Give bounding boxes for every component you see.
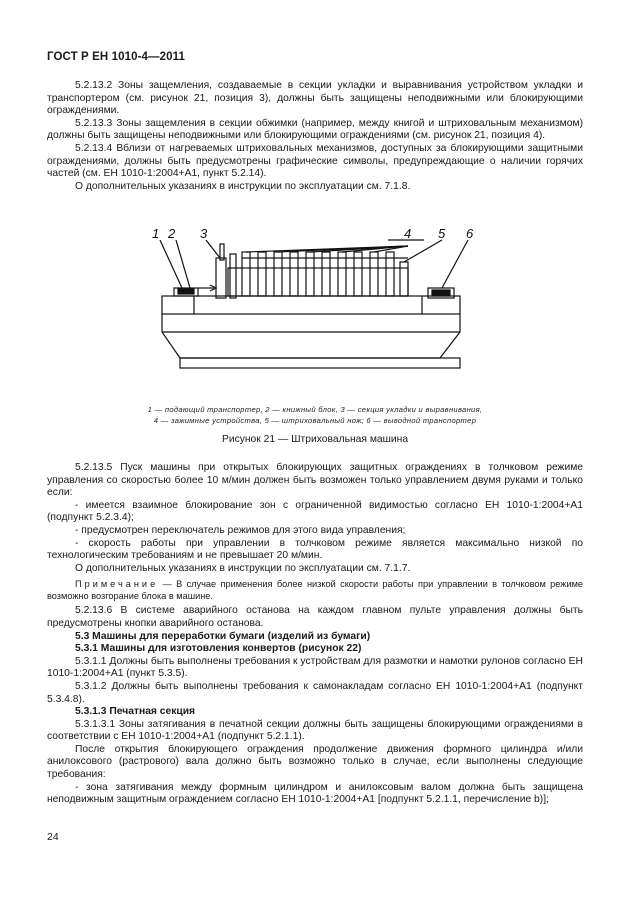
paragraph-5-3-1-2: 5.3.1.2 Должны быть выполнены требования к самонакладам согласно ЕН 1010-1:2004+А1 (подпункт 5.3.4.8). (47, 680, 583, 705)
list-item: - предусмотрен переключатель режимов для этого вида управления; (75, 524, 406, 536)
legend-line-2: 4 — зажимные устройства, 5 — штриховальный нож; 6 — выводной транспортер (153, 416, 477, 425)
figure-caption: Рисунок 21 — Штриховальная машина (221, 434, 409, 445)
note-lead: Примечание (75, 579, 159, 590)
figure-legend (100, 404, 530, 426)
legend-line-1: 1 — подающий транспортер, 2 — книжный блок, 3 — секция укладки и выравнивания, (147, 405, 483, 414)
figure-21-drawing (150, 222, 490, 402)
paragraph-5-2-13-3: 5.2.13.3 Зоны защемления в секции обжимки (например, между книгой и штриховальным механизмом) должны быть защищены неподвижными или блокирующими ограждениями (см. рисунок 21, позиция 4). (47, 117, 583, 142)
text-block-top (47, 80, 583, 193)
list-item: - имеется взаимное блокирование зон с ограниченной видимостью согласно ЕН 1010-1:2004+А1 (подпункт 5.2.3.4); (47, 499, 583, 524)
figure-label-4: 4 (404, 226, 412, 241)
note (47, 578, 583, 602)
paragraph-reference-7-1-8: О дополнительных указаниях в инструкции по эксплуатации см. 7.1.8. (75, 180, 411, 192)
figure-label-3: 3 (200, 226, 208, 241)
paragraph-5-3-1-3-1: 5.3.1.3.1 Зоны затягивания в печатной секции должны быть защищены блокирующими ограждениями в соответствии с ЕН 1010-1:2004+А1 (подпункт 5.2.1.1). (47, 718, 583, 743)
page-number: 24 (47, 831, 59, 843)
list-item: - скорость работы при управлении в толчковом режиме является максимально низкой по технологическим требованиям и не превышает 20 м/мин. (47, 537, 583, 562)
heading-5-3-1: 5.3.1 Машины для изготовления конвертов (рисунок 22) (75, 643, 362, 655)
paragraph-reference-7-1-7: О дополнительных указаниях в инструкции по эксплуатации см. 7.1.7. (75, 562, 411, 574)
heading-5-3: 5.3 Машины для переработки бумаги (изделий из бумаги) (75, 630, 371, 642)
figure-label-5: 5 (438, 226, 446, 241)
document-header: ГОСТ Р ЕН 1010-4—2011 (47, 51, 185, 63)
heading-5-3-1-3: 5.3.1.3 Печатная секция (75, 706, 196, 718)
paragraph-5-2-13-2: 5.2.13.2 Зоны защемления, создаваемые в секции укладки и выравнивания устройством укладки и транспортером (см. рисунок 21, позиция 3), должны быть защищены неподвижными или блокирующими ограждениями. (47, 80, 583, 117)
note-text: — В случае применения более низкой скорости работы при управлении в толчковом режиме возможно возгорание блока в машине. (47, 579, 583, 602)
figure-label-2: 2 (168, 226, 176, 241)
figure-label-6: 6 (466, 226, 474, 241)
list-item: - зона затягивания между формным цилиндром и анилоксовым валом должна быть защищена неподвижным защитным ограждением согласно ЕН 1010-1:2004+А1 [подпункт 5.2.1.1, перечисление b)]; (47, 781, 583, 806)
paragraph-5-2-13-5: 5.2.13.5 Пуск машины при открытых блокирующих защитных ограждениях в толчковом режиме управления со скоростью более 10 м/мин должен быть возможен только управлением двумя руками и только если: (47, 462, 583, 499)
paragraph-after-opening: После открытия блокирующего ограждения продолжение движения формного цилиндра и/или анилоксового (растрового) вала должно быть возможно только в случае, если выполнены следующие требования: (47, 743, 583, 781)
figure-label-1: 1 (152, 226, 160, 241)
paragraph-5-2-13-4: 5.2.13.4 Вблизи от нагреваемых штриховальных механизмов, доступных за блокирующими защитными ограждениями, должны быть предусмотрены графические символы, предупреждающие о наличии горячих частей (см. ЕН 1010-1:2004+А1, пункт 5.2.14). (47, 142, 583, 180)
paragraph-5-3-1-1: 5.3.1.1 Должны быть выполнены требования к устройствам для размотки и намотки рулонов согласно ЕН 1010-1:2004+А1 (пункт 5.3.5). (47, 655, 583, 680)
paragraph-5-2-13-6: 5.2.13.6 В системе аварийного останова на каждом главном пульте управления должны быть предусмотрены кнопки аварийного останова. (47, 605, 583, 629)
text-block-bottom (47, 462, 583, 807)
